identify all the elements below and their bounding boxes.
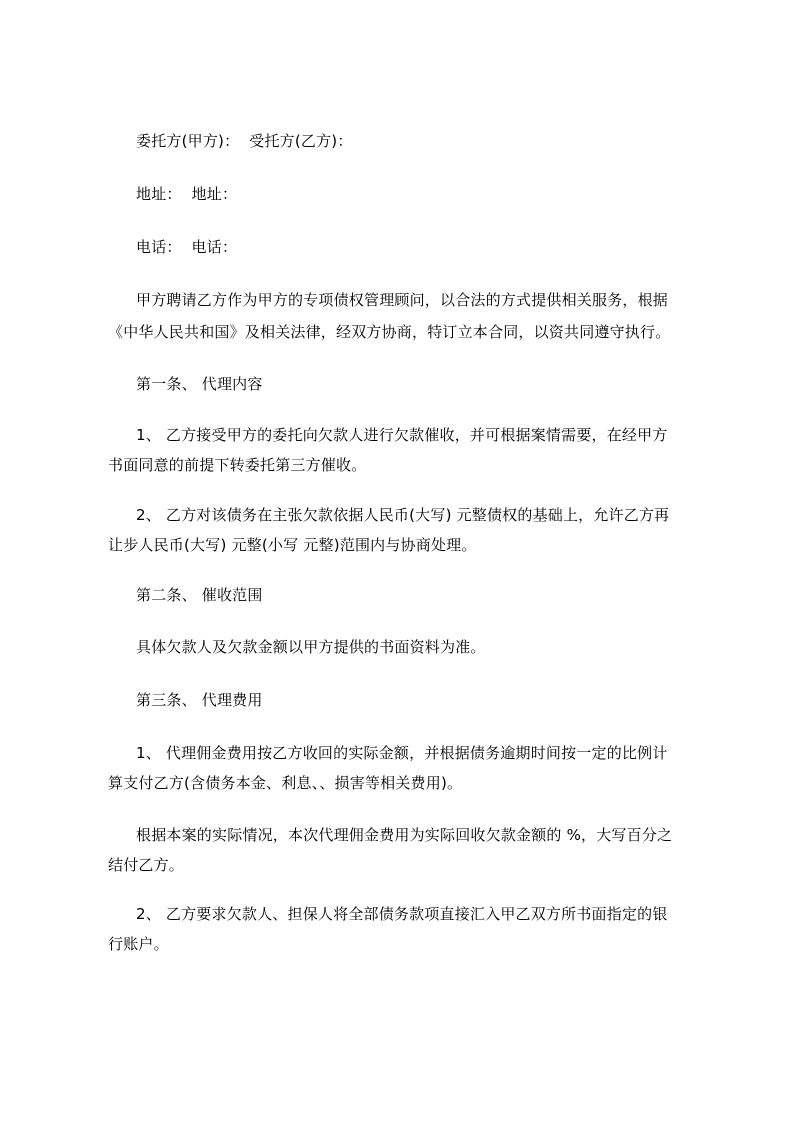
phone-row — [136, 237, 237, 257]
party-a-label: 委托方(甲方)： — [136, 132, 240, 150]
party-b-label: 受托方(乙方)： — [249, 132, 353, 150]
article1-title: 第一条、 代理内容 — [136, 375, 263, 393]
article3-item1-line1: 1、 代理佣金费用按乙方收回的实际金额，并根据债务逾期时间按一定的比例计 — [136, 744, 668, 762]
article2-body: 具体欠款人及欠款金额以甲方提供的书面资料为准。 — [136, 638, 486, 656]
article3-item1-line2: 算支付乙方(含债务本金、利息、、损害等相关费用)。 — [108, 774, 463, 792]
article3-item2-line2: 行账户。 — [108, 935, 169, 953]
article1-item2-line2: 让步人民币(大写) 元整(小写 元整)范围内与协商处理。 — [108, 536, 477, 554]
intro-line-2: 《中华人民共和国》及相关法律，经双方协商，特订立本合同，以资共同遵守执行。 — [108, 323, 671, 341]
article3-note-line2: 结付乙方。 — [108, 856, 185, 874]
party-a-row — [136, 131, 353, 151]
article3-title: 第三条、 代理费用 — [136, 691, 263, 709]
intro-line-1: 甲方聘请乙方作为甲方的专项债权管理顾问，以合法的方式提供相关服务，根据 — [136, 291, 669, 309]
address-row — [136, 184, 237, 204]
address-b-label: 地址： — [191, 185, 238, 203]
article3-note-line1: 根据本案的实际情况，本次代理佣金费用为实际回收欠款金额的 %，大写百分之 — [136, 826, 673, 844]
article2-title: 第二条、 催收范围 — [136, 586, 263, 604]
article3-item2-line1: 2、 乙方要求欠款人、担保人将全部债务款项直接汇入甲乙双方所书面指定的银 — [136, 905, 668, 923]
phone-a-label: 电话： — [136, 238, 182, 256]
article1-item1-line1: 1、 乙方接受甲方的委托向欠款人进行欠款催收，并可根据案情需要，在经甲方 — [136, 426, 668, 444]
address-a-label: 地址： — [136, 185, 182, 203]
article1-item1-line2: 书面同意的前提下转委托第三方催收。 — [108, 456, 367, 474]
article1-item2-line1: 2、 乙方对该债务在主张欠款依据人民币(大写) 元整债权的基础上，允许乙方再 — [136, 506, 670, 524]
phone-b-label: 电话： — [191, 238, 238, 256]
